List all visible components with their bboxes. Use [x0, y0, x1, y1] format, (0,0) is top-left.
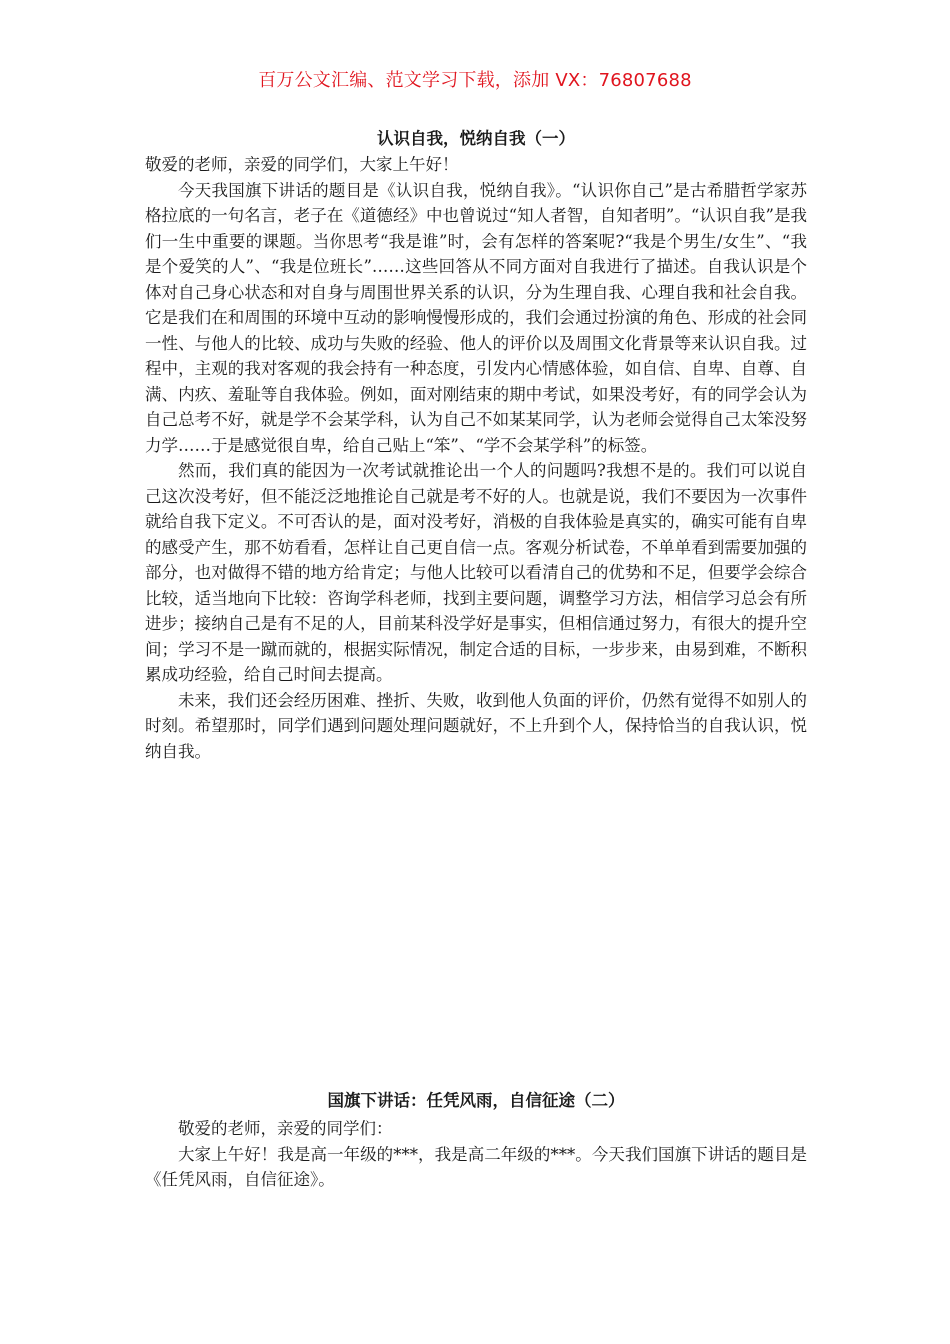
speech-section-2: [145, 1088, 807, 1193]
section-2-title: 国旗下讲话：任凭风雨，自信征途（二）: [327, 1091, 625, 1110]
section-2-greeting: 敬爱的老师，亲爱的同学们：: [178, 1119, 393, 1138]
section-1-greeting: 敬爱的老师，亲爱的同学们，大家上午好！: [145, 155, 459, 174]
section-1-paragraph-1: 今天我国旗下讲话的题目是《认识自我，悦纳自我》。“认识你自己”是古希腊哲学家苏格拉底的一句名言，老子在《道德经》中也曾说过“知人者智，自知者明”。“认识自我”是我们一生中重要的课题。当你思考“我是谁”时，会有怎样的答案呢?“我是个男生/女生”、“我是个爱笑的人”、“我是位班长”……这些回答从不同方面对自我进行了描述。自我认识是个体对自己身心状态和对自身与周围世界关系的认识，分为生理自我、心理自我和社会自我。它是我们在和周围的环境中互动的影响慢慢形成的，我们会通过扮演的角色、形成的社会同一性、与他人的比较、成功与失败的经验、他人的评价以及周围文化背景等来认识自我。过程中，主观的我对客观的我会持有一种态度，引发内心情感体验，如自信、自卑、自尊、自满、内疚、羞耻等自我体验。例如，面对刚结束的期中考试，如果没考好，有的同学会认为自己总考不好，就是学不会某学科，认为自己不如某某同学，认为老师会觉得自己太笨没努力学……于是感觉很自卑，给自己贴上“笨”、“学不会某学科”的标签。: [145, 180, 807, 455]
section-1-title: 认识自我，悦纳自我（一）: [377, 129, 575, 148]
section-2-paragraph-1: 大家上午好！我是高一年级的***，我是高二年级的***。今天我们国旗下讲话的题目是《任凭风雨，自信征途》。: [145, 1144, 807, 1189]
header-banner: 百万公文汇编、范文学习下载，添加 VX：76807688: [258, 70, 692, 91]
speech-section-1: [145, 126, 807, 764]
section-1-paragraph-2: 然而，我们真的能因为一次考试就推论出一个人的问题吗?我想不是的。我们可以说自己这次没考好，但不能泛泛地推论自己就是考不好的人。也就是说，我们不要因为一次事件就给自我下定义。不可否认的是，面对没考好，消极的自我体验是真实的，确实可能有自卑的感受产生，那不妨看看，怎样让自己更自信一点。客观分析试卷，不单单看到需要加强的部分，也对做得不错的地方给肯定；与他人比较可以看清自己的优势和不足，但要学会综合比较，适当地向下比较：咨询学科老师，找到主要问题，调整学习方法，相信学习总会有所进步；接纳自己是有不足的人，目前某科没学好是事实，但相信通过努力，有很大的提升空间；学习不是一蹴而就的，根据实际情况，制定合适的目标，一步步来，由易到难，不断积累成功经验，给自己时间去提高。: [145, 461, 807, 684]
section-1-paragraph-3: 未来，我们还会经历困难、挫折、失败，收到他人负面的评价，仍然有觉得不如别人的时刻。希望那时，同学们遇到问题处理问题就好，不上升到个人，保持恰当的自我认识，悦纳自我。: [145, 690, 807, 761]
